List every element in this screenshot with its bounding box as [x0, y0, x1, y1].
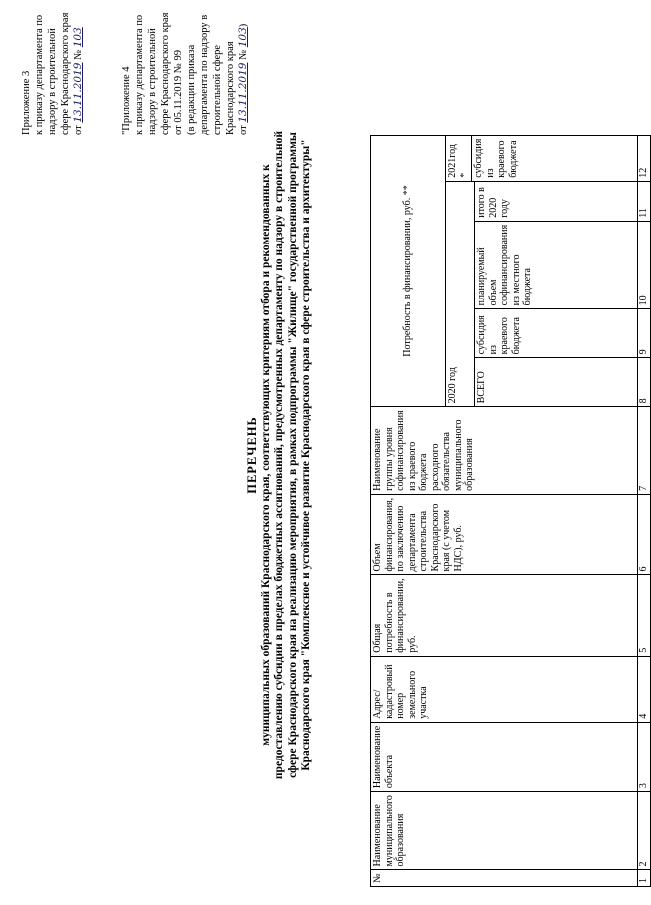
- municipality-table: [370, 135, 651, 887]
- header-subsidy-2020: субсидия из краевого бюджета: [475, 309, 638, 358]
- header-municipality: Наименование муниципального образования: [371, 792, 638, 870]
- header-financing-need: Потребность в финансировании, руб. **: [371, 135, 446, 407]
- appendix-4-line: к приказу департамента по: [134, 14, 145, 135]
- column-number: 3: [638, 722, 651, 791]
- appendix-3-line: сфере Краснодарского края: [60, 12, 71, 135]
- column-number: 12: [638, 135, 651, 181]
- appendix-4-line: (в редакции приказа: [186, 44, 197, 135]
- appendix-4-title: "Приложение 4: [121, 66, 132, 135]
- column-number: 4: [638, 656, 651, 722]
- appendix-4-header: [120, 13, 250, 135]
- header-object: Наименование объекта: [371, 722, 638, 791]
- appendix-3-date-line: [72, 13, 85, 135]
- appendix-3-line: к приказу департамента по: [34, 14, 45, 135]
- appendix-4-line: департамента по надзору в: [199, 14, 210, 135]
- column-number: 5: [638, 575, 651, 656]
- column-number: 9: [638, 309, 651, 358]
- header-address: Адрес/кадастровый номер земельного участка: [371, 656, 638, 722]
- handwritten-number: 103: [72, 27, 84, 48]
- column-number: 10: [638, 221, 651, 309]
- column-number: 11: [638, 181, 651, 221]
- header-no: №: [371, 870, 638, 887]
- date-prefix: от: [238, 125, 249, 135]
- appendix-3-header: [20, 13, 85, 135]
- header-contracted-amount: Объем финансирования, по заключению департамента строительства Краснодарского края (с учетом НДС), руб.: [371, 494, 638, 575]
- table-header-row: [371, 135, 446, 886]
- title-line: Краснодарского края "Комплексное и устойчивое развитие Краснодарского края в сфере строительства и архитектуры": [300, 139, 312, 771]
- header-cofinancing-group: Наименование группы уровня софинансирования из краевого бюджета расходного обязательства муниципального образования: [371, 407, 638, 495]
- column-number: 8: [638, 358, 651, 407]
- header-year-2020: 2020 год: [446, 181, 475, 407]
- appendix-4-line: сфере Краснодарского края: [160, 12, 171, 135]
- header-year-2021-group: [446, 135, 638, 181]
- title-line: предоставлению субсидии в пределах бюджетных ассигнований, предусмотренных департаменту по надзору в строительной: [273, 130, 285, 780]
- document-heading: ПЕРЕЧЕНЬ: [245, 416, 259, 494]
- closing-paren: ): [238, 23, 249, 28]
- title-line: сфере Краснодарского края на реализацию мероприятия, в рамках подпрограммы "Жилище" государственной программы: [286, 132, 299, 778]
- header-total-need: Общая потребность в финансировании, руб.: [371, 575, 638, 656]
- handwritten-date: 13.11.2019: [72, 62, 84, 123]
- column-number-row: [638, 135, 651, 886]
- header-planned-local: планируемый объем софинансирования из местного бюджета: [475, 221, 638, 309]
- handwritten-number: 103: [237, 27, 249, 48]
- date-prefix: от: [73, 125, 84, 135]
- number-sign: №: [73, 49, 84, 60]
- header-year-2021: 2021год *: [446, 136, 472, 181]
- number-sign: №: [238, 49, 249, 60]
- column-number: 7: [638, 407, 651, 495]
- column-number: 1: [638, 870, 651, 887]
- header-total: ВСЕГО: [475, 358, 638, 407]
- appendix-3-line: надзору в строительной: [47, 28, 58, 135]
- column-number: 2: [638, 792, 651, 870]
- title-line: муниципальных образований Краснодарского края, соответствующих критериям отбора и рекомендованных к: [259, 164, 272, 746]
- appendix-4-line: Краснодарского края: [225, 41, 236, 135]
- handwritten-date: 13.11.2019: [237, 62, 249, 123]
- appendix-4-line: от 05.11.2019 № 99: [173, 50, 184, 135]
- document-title: [246, 45, 314, 865]
- appendix-3-title: Приложение 3: [21, 70, 32, 135]
- appendix-4-line: надзору в строительной: [147, 28, 158, 135]
- column-number: 6: [638, 494, 651, 575]
- header-subsidy-2021: субсидия из краевого бюджета: [473, 138, 519, 178]
- header-total-2020: итого в 2020 году: [475, 181, 638, 221]
- appendix-4-line: строительной сфере: [212, 44, 223, 135]
